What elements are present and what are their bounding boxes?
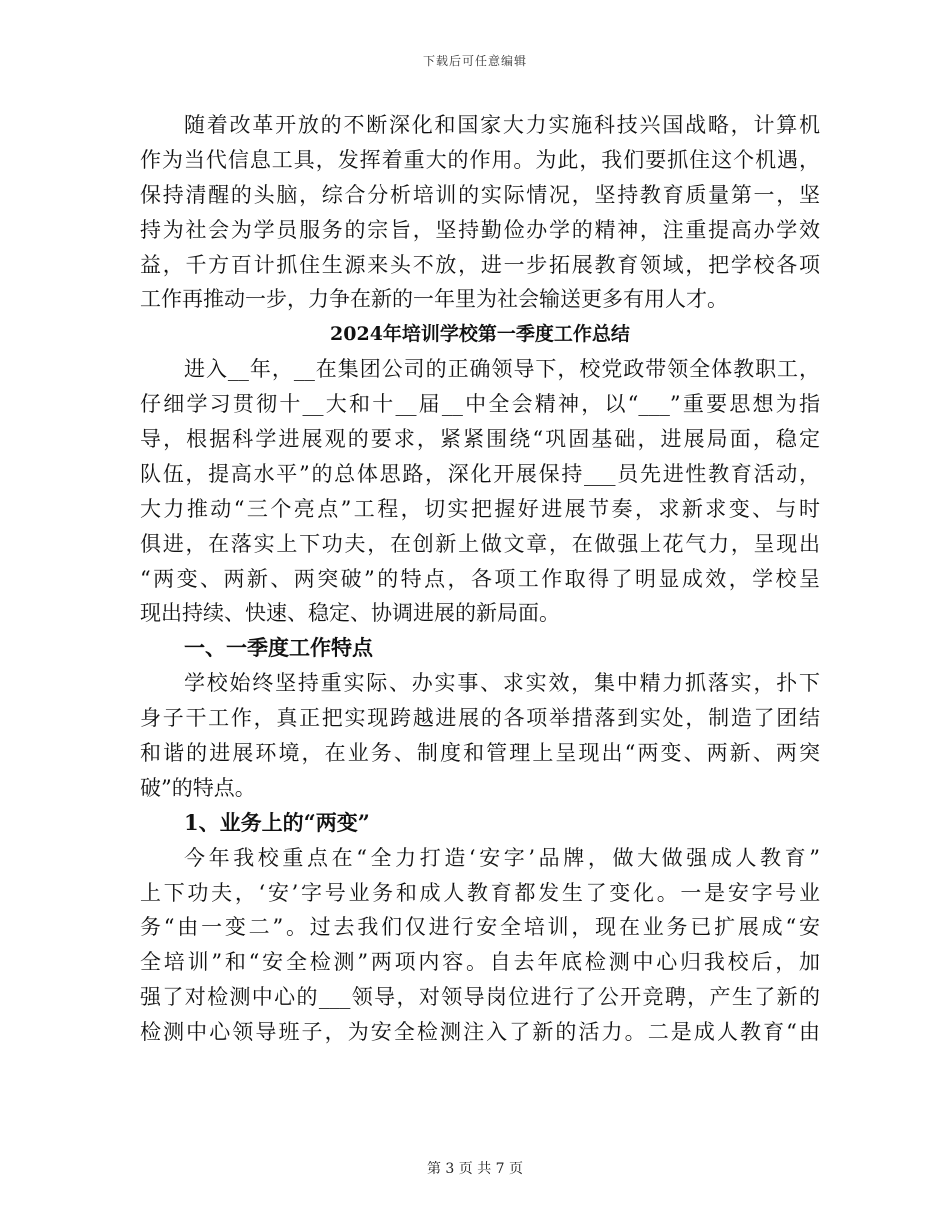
section-heading: 一、一季度工作特点 (184, 635, 373, 661)
text-line: “两变、两新、两突破”的特点，各项工作取得了明显成效，学校呈 (140, 566, 820, 591)
section-heading: 1、业务上的“两变” (184, 809, 370, 835)
text-line: 仔细学习贯彻十__大和十__届__中全会精神，以“___”重要思想为指 (140, 392, 820, 417)
text-line: 上下功夫，‘安’字号业务和成人教育都发生了变化。一是安字号业 (140, 880, 820, 905)
text-line: 和谐的进展环境，在业务、制度和管理上呈现出“两变、两新、两突 (140, 741, 820, 766)
text-line: 务“由一变二”。过去我们仅进行安全培训，现在业务已扩展成“安 (140, 915, 820, 940)
text-line: 全培训”和“安全检测”两项内容。自去年底检测中心归我校后，加 (140, 950, 820, 975)
text-line: 强了对检测中心的___领导，对领导岗位进行了公开竞聘，产生了新的 (140, 985, 820, 1010)
page-header-note: 下载后可任意编辑 (422, 54, 527, 68)
text-line: 益，千方百计抓住生源来头不放，进一步拓展教育领域，把学校各项 (140, 252, 820, 277)
text-line: 学校始终坚持重实际、办实事、求实效，集中精力抓落实，扑下 (184, 671, 820, 696)
text-line: 现出持续、快速、稳定、协调进展的新局面。 (140, 601, 560, 626)
text-line: 导，根据科学进展观的要求，紧紧围绕“巩固基础，进展局面，稳定 (140, 427, 820, 452)
page-number: 第 3 页 共 7 页 (426, 1161, 524, 1177)
text-line: 队伍，提高水平”的总体思路，深化开展保持___员先进性教育活动， (140, 461, 820, 486)
text-line: 进入__年，__在集团公司的正确领导下，校党政带领全体教职工， (184, 357, 820, 382)
text-line: 作为当代信息工具，发挥着重大的作用。为此，我们要抓住这个机遇， (140, 147, 820, 172)
text-line: 俱进，在落实上下功夫，在创新上做文章，在做强上花气力，呈现出 (140, 531, 820, 556)
text-line: 随着改革开放的不断深化和国家大力实施科技兴国战略，计算机 (184, 113, 820, 137)
text-line: 身子干工作，真正把实现跨越进展的各项举措落到实处，制造了团结 (140, 706, 820, 731)
text-line: 工作再推动一步，力争在新的一年里为社会输送更多有用人才。 (140, 287, 728, 312)
text-line: 保持清醒的头脑，综合分析培训的实际情况，坚持教育质量第一，坚 (140, 182, 820, 207)
document-body (140, 108, 820, 1050)
text-line: 破”的特点。 (140, 775, 256, 800)
text-line: 持为社会为学员服务的宗旨，坚持勤俭办学的精神，注重提高办学效 (140, 217, 820, 242)
text-line: 检测中心领导班子，为安全检测注入了新的活力。二是成人教育“由 (140, 1020, 820, 1045)
text-line: 今年我校重点在“全力打造‘安字’品牌，做大做强成人教育” (184, 845, 820, 870)
section-title: 2024年培训学校第一季度工作总结 (330, 323, 630, 346)
text-line: 大力推动“三个亮点”工程，切实把握好进展节奏，求新求变、与时 (140, 496, 820, 521)
